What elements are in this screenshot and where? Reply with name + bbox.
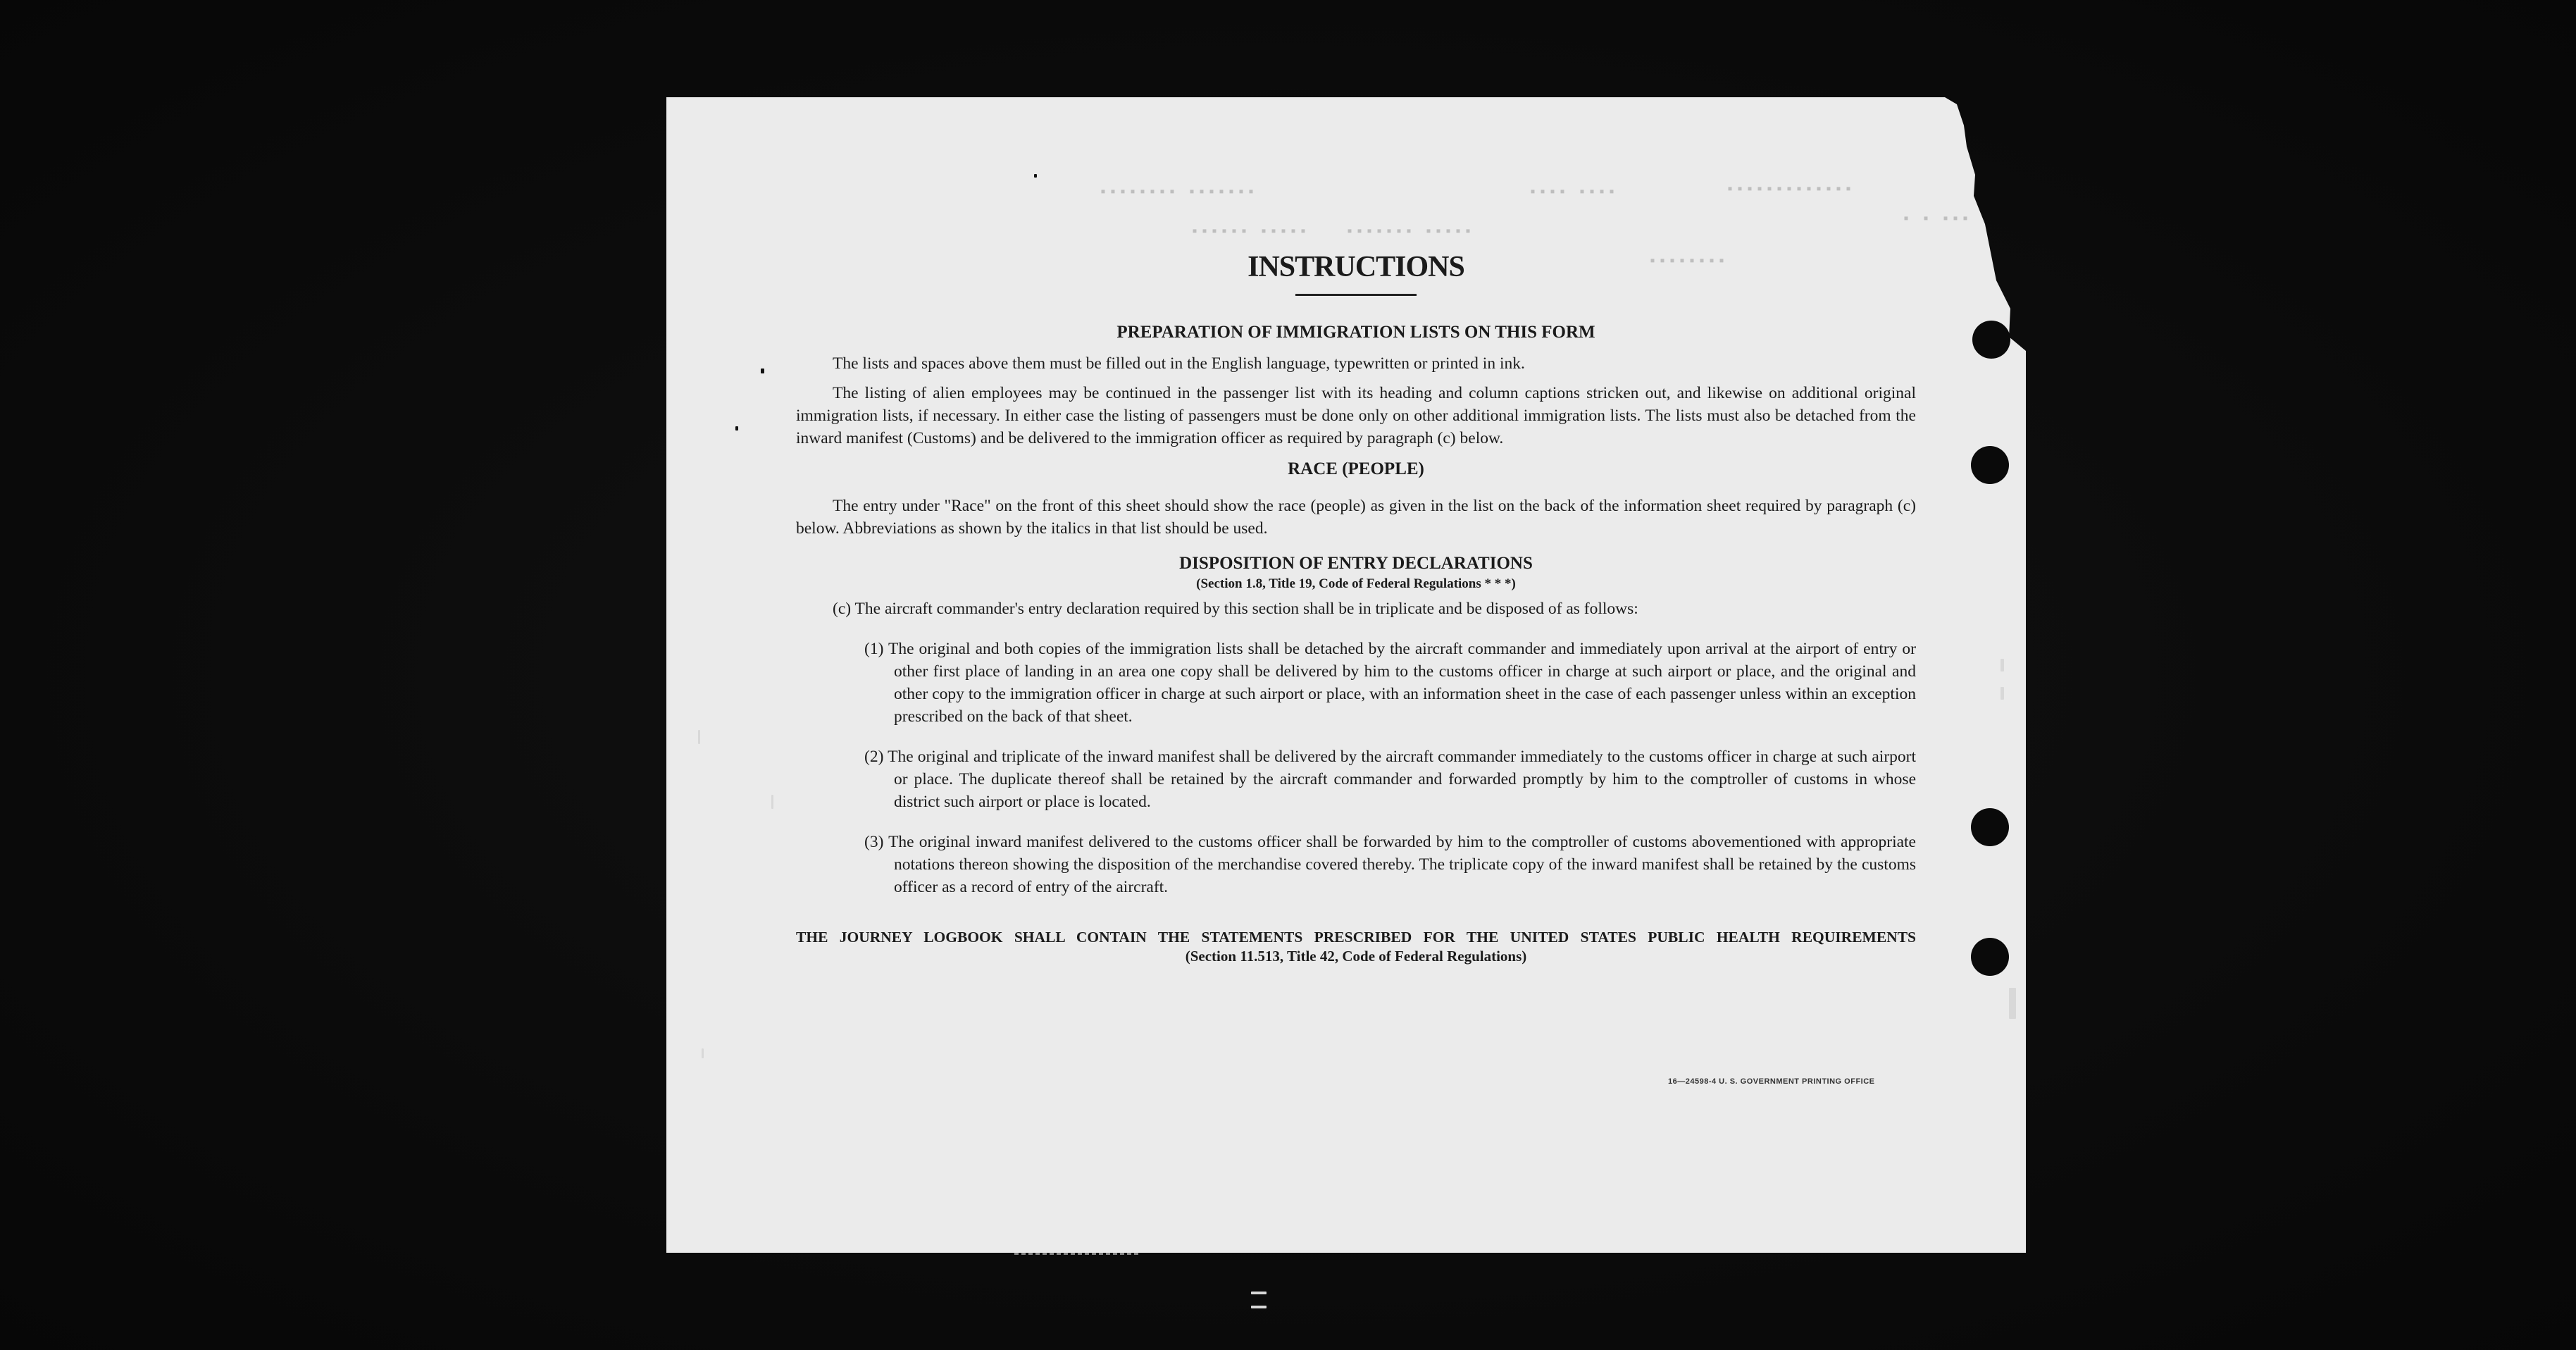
paragraph-race-entry: The entry under "Race" on the front of this sheet should show the race (people) as given in the list on the back of the information sheet required by paragraph (c) below. Abbreviations as shown by the italics in that list should be used.	[796, 497, 1916, 538]
bleed-through-mark: ▪▪▪▪▪▪▪▪▪▪▪▪▪	[1726, 182, 1855, 198]
list-item-1: (1) The original and both copies of the immigration lists shall be detached by the aircraft commander and immediately upon arrival at the airport of entry or other first place of landing in an area one copy shall be delivered by him to the customs officer in charge at such airport or place, and the original and other copy to the immigration officer in charge at such airport or place, with an information sheet in the case of each passenger unless within an exception prescribed on the back of that sheet.	[864, 640, 1916, 726]
bleed-through-mark: ▪ ▪ ▪▪▪	[1902, 211, 1972, 228]
paper-speck	[2001, 687, 2004, 700]
title-underline	[1295, 294, 1417, 296]
paper-speck	[1034, 174, 1037, 178]
section-citation: (Section 1.8, Title 19, Code of Federal Regulations * * *)	[1196, 576, 1516, 591]
section-heading-disposition: DISPOSITION OF ENTRY DECLARATIONS	[1179, 554, 1533, 573]
section-heading-preparation: PREPARATION OF IMMIGRATION LISTS ON THIS FORM	[1116, 323, 1595, 342]
paper-speck	[761, 369, 764, 373]
bleed-through-mark: ▪▪▪▪▪▪ ▪▪▪▪▪	[1190, 224, 1309, 240]
paragraph-language-requirement: The lists and spaces above them must be filled out in the English language, typewritten or printed in ink.	[833, 354, 1525, 373]
paper-speck	[1251, 1306, 1267, 1308]
section-heading-race: RACE (PEOPLE)	[1288, 459, 1424, 478]
clause-c: (c) The aircraft commander's entry declaration required by this section shall be in triplicate and be disposed of as follows:	[833, 600, 1638, 618]
bleed-through-mark: ▪▪▪▪▪▪▪▪	[1648, 254, 1728, 270]
list-item-3: (3) The original inward manifest delivered to the customs officer shall be forwarded by him to the comptroller of customs abovementioned with appropriate notations thereon showing the disposition of the merchandise covered thereby. The triplicate copy of the inward manifest shall be retained by the customs officer as a record of entry of the aircraft.	[864, 833, 1916, 896]
list-item-2: (2) The original and triplicate of the inward manifest shall be delivered by the aircraft commander immediately to the customs officer in charge at such airport or place. The duplicate thereof shall be retained by the aircraft commander and forwarded promptly by him to the comptroller of customs in whose district such airport or place is located.	[864, 748, 1916, 811]
instructions-body	[796, 250, 1916, 965]
paper-speck	[771, 795, 773, 809]
paragraph-alien-employees: The listing of alien employees may be continued in the passenger list with its heading and column captions stricken out, and likewise on additional original immigration lists, if necessary. In either case the listing of passengers must be done only on other additional immigration lists. The lists must also be detached from the inward manifest (Customs) and be delivered to the immigration officer as required by paragraph (c) below.	[796, 384, 1916, 447]
public-health-statement: THE JOURNEY LOGBOOK SHALL CONTAIN THE STATEMENTS PRESCRIBED FOR THE UNITED STATES PUBLIC HEALTH REQUIREMENTS	[796, 929, 1916, 946]
bleed-through-mark: ▪▪▪▪ ▪▪▪▪	[1529, 185, 1618, 201]
paper-speck	[698, 730, 700, 744]
bleed-through-mark: ▪▪▪▪▪▪▪▪ ▪▪▪▪▪▪▪	[1099, 185, 1257, 201]
paper-speck	[1251, 1292, 1267, 1294]
paper-speck	[2009, 988, 2016, 1019]
bleed-through-mark: ▪▪▪▪▪▪▪ ▪▪▪▪▪	[1345, 224, 1474, 240]
page-title: INSTRUCTIONS	[1247, 251, 1464, 283]
paper-speck	[702, 1048, 704, 1058]
punch-hole	[1971, 938, 2009, 976]
printer-imprint: 16—24598-4 U. S. GOVERNMENT PRINTING OFFICE	[1668, 1077, 1875, 1086]
punch-hole	[1971, 446, 2009, 484]
torn-bottom-edge	[1014, 1253, 1141, 1255]
footer-citation: (Section 11.513, Title 42, Code of Federal Regulations)	[1185, 948, 1527, 965]
paper-speck	[2001, 659, 2004, 671]
punch-hole	[1971, 808, 2009, 846]
punch-hole	[1972, 321, 2010, 359]
paper-speck	[735, 426, 738, 431]
